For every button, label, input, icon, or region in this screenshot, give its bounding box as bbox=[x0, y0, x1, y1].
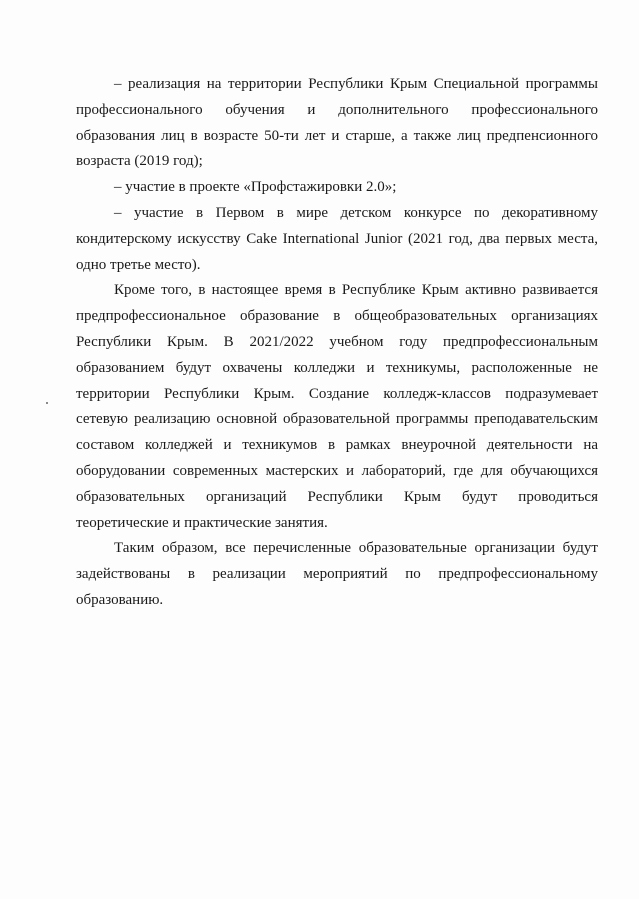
list-item-profstazhirovki: – участие в проекте «Профстажировки 2.0»; bbox=[114, 179, 397, 196]
list-item-cake-international: – участие в Первом в мире детском конкурсе по декоративному кондитерскому искусству Cake International Junior (2021 год, два первых места, одно третье место). bbox=[76, 204, 598, 273]
document-body bbox=[76, 72, 598, 614]
paragraph-conclusion: Таким образом, все перечисленные образовательные организации будут задействованы в реализации мероприятий по предпрофессиональному образованию. bbox=[76, 540, 598, 608]
list-item-special-program: – реализация на территории Республики Крым Специальной программы профессионального обучения и дополнительного профессионального образования лиц в возрасте 50-ти лет и старше, а также лиц предпенсионного возраста (2019 год); bbox=[76, 76, 598, 170]
paragraph-preprofessional-education: Кроме того, в настоящее время в Республике Крым активно развивается предпрофессиональное образование в общеобразовательных организациях Республики Крым. В 2021/2022 учебном году предпрофессиональным образованием будут охвачены колледжи и техникумы, расположенные не территории Республики Крым. Создание колледж-классов подразумевает сетевую реализацию основной образовательной программы преподавательским составом колледжей и техникумов в рамках внеурочной деятельности на оборудовании современных мастерских и лабораторий, где для обучающихся образовательных организаций Республики Крым будут проводиться теоретические и практические занятия. bbox=[76, 282, 598, 531]
scan-speck bbox=[46, 402, 48, 404]
